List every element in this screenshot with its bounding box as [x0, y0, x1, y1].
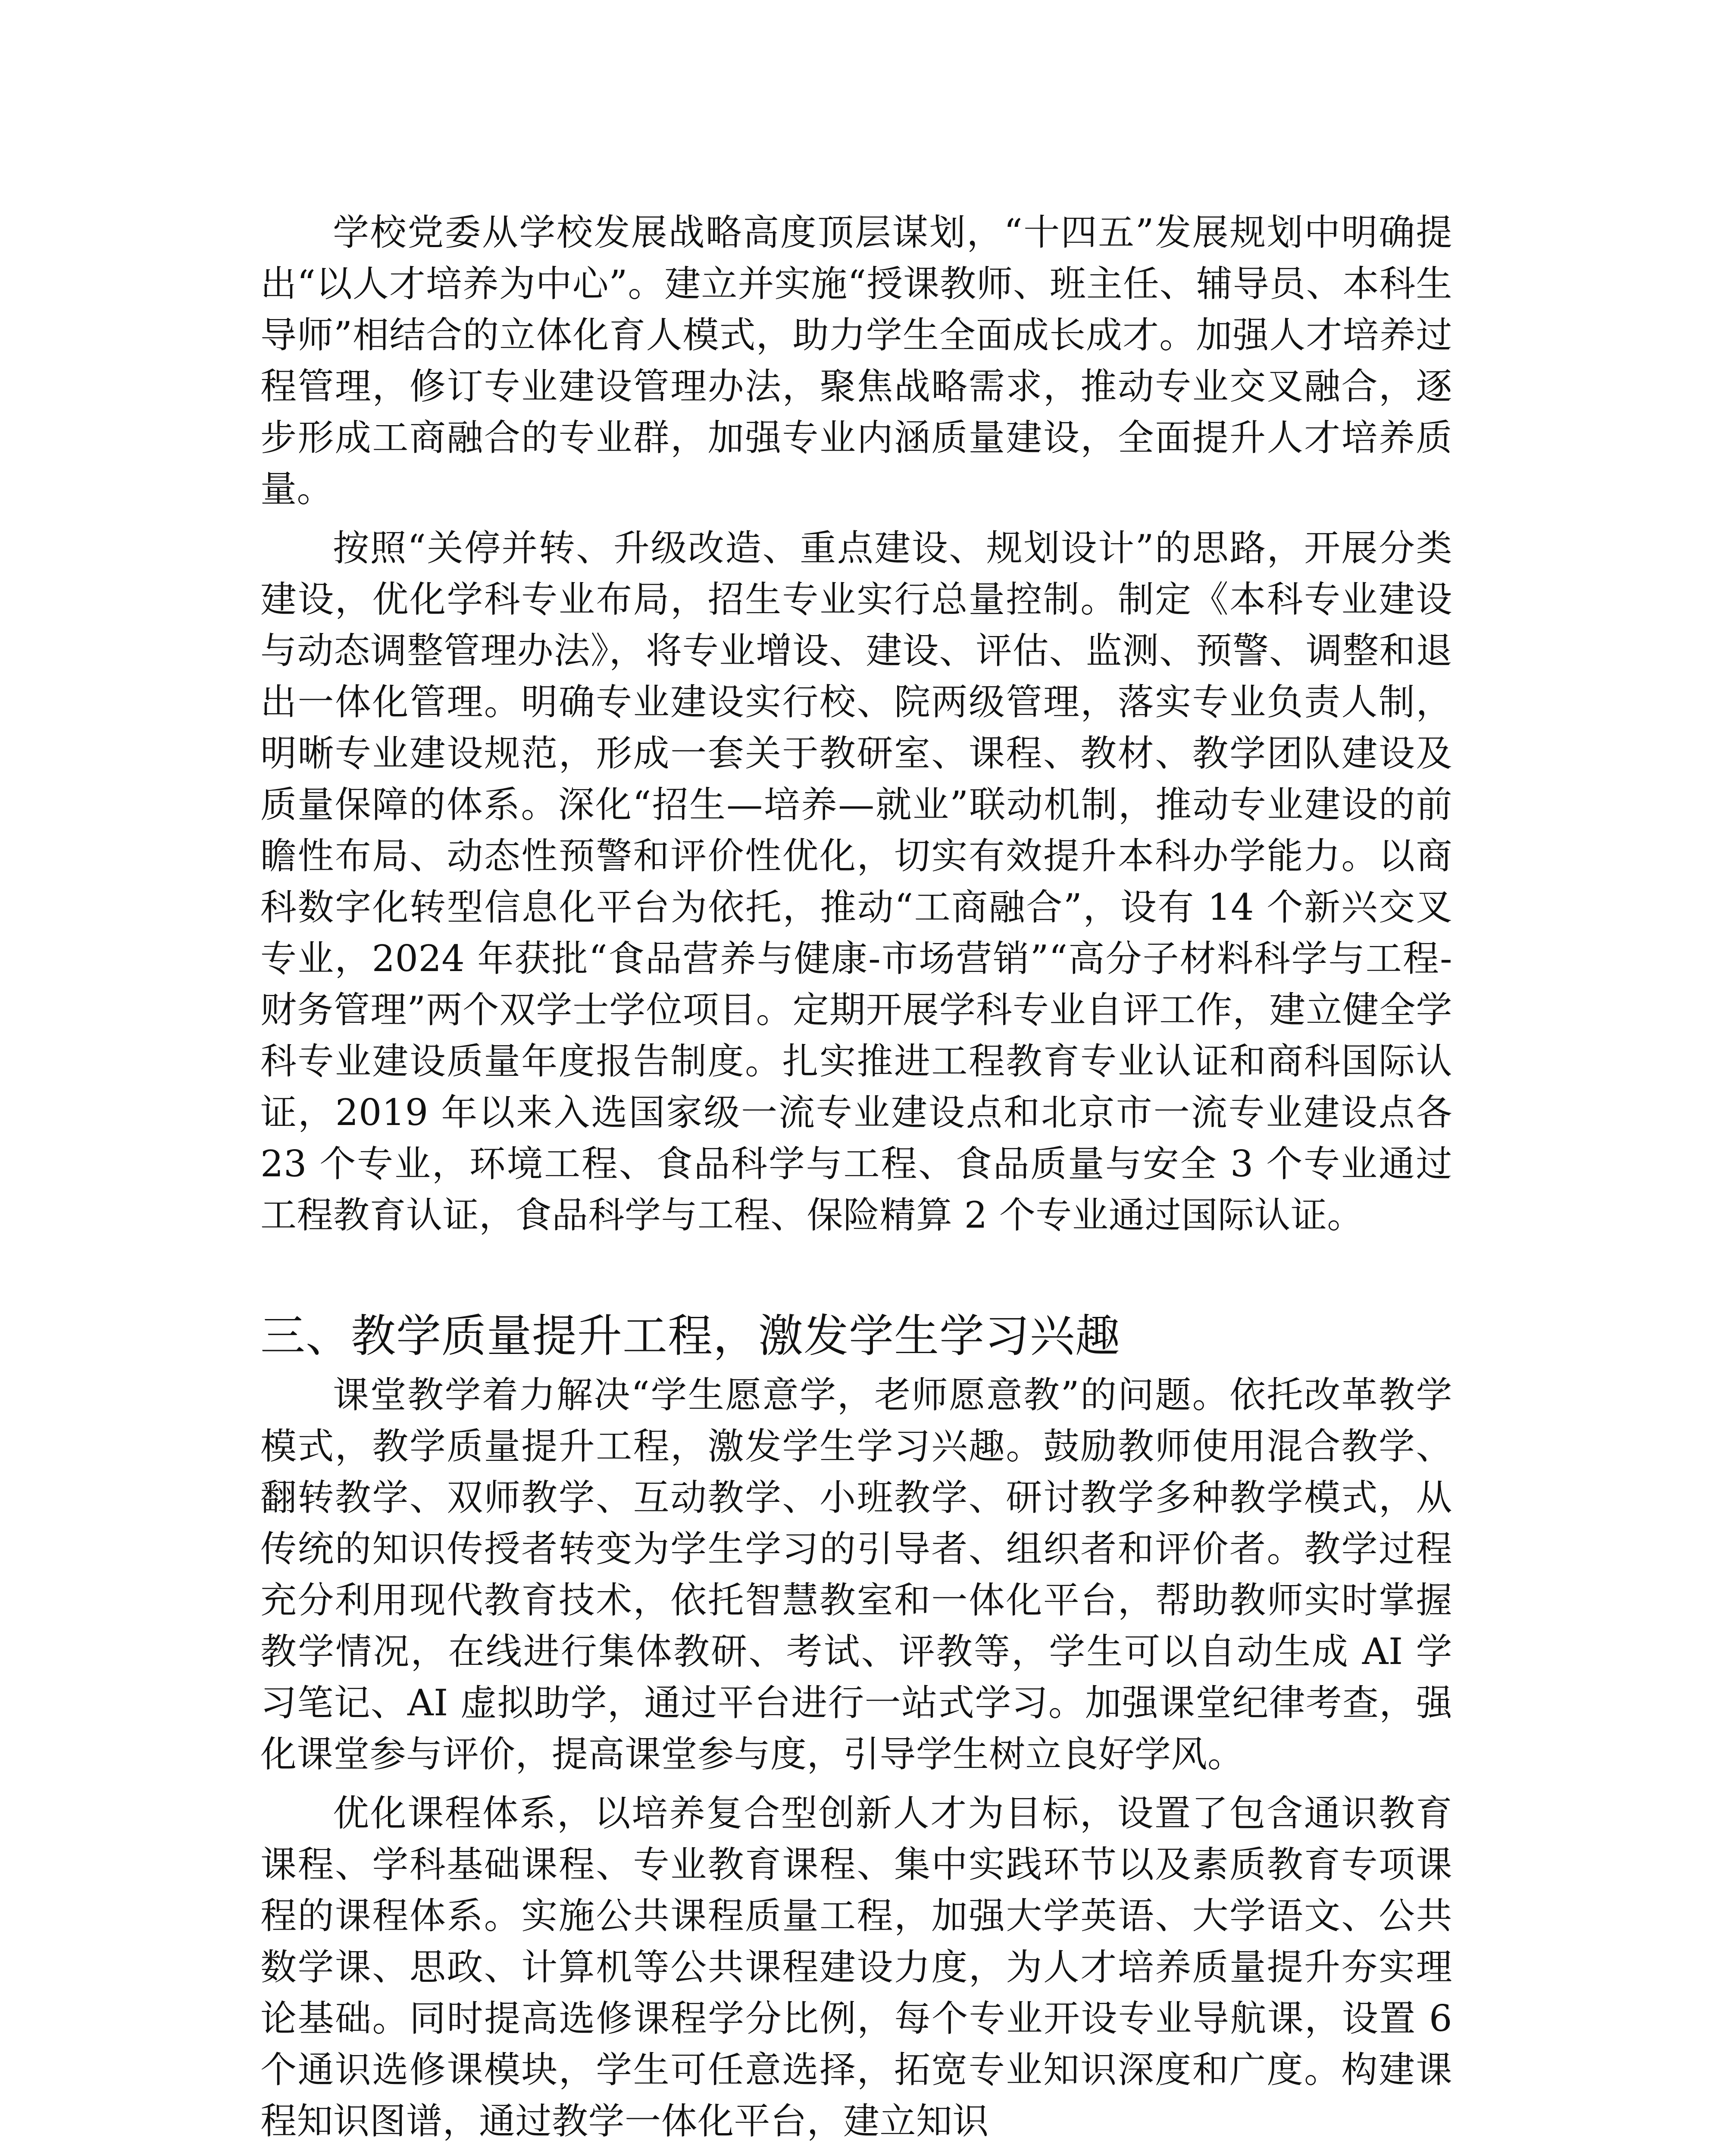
section-heading: 三、教学质量提升工程，激发学生学习兴趣 — [260, 1310, 1121, 1362]
paragraph-talent-cultivation: 学校党委从学校发展战略高度顶层谋划，“十四五”发展规划中明确提出“以人才培养为中心”。建立并实施“授课教师、班主任、辅导员、本科生导师”相结合的立体化育人模式，助力学生全面成长成才。加强人才培养过程管理，修订专业建设管理办法，聚焦战略需求，推动专业交叉融合，逐步形成工商融合的专业群，加强专业内涵质量建设，全面提升人才培养质量。 — [260, 211, 1452, 510]
paragraph-curriculum-system: 优化课程体系，以培养复合型创新人才为目标，设置了包含通识教育课程、学科基础课程、专业教育课程、集中实践环节以及素质教育专项课程的课程体系。实施公共课程质量工程，加强大学英语、大学语文、公共数学课、思政、计算机等公共课程建设力度，为人才培养质量提升夯实理论基础。同时提高选修课程学分比例，每个专业开设专业导航课，设置 6 个通识选修课模块，学生可任意选择，拓宽专业知识深度和广度。构建课程知识图谱，通过教学一体化平台，建立知识 — [260, 1792, 1452, 2142]
paragraph-program-construction: 按照“关停并转、升级改造、重点建设、规划设计”的思路，开展分类建设，优化学科专业布局，招生专业实行总量控制。制定《本科专业建设与动态调整管理办法》，将专业增设、建设、评估、监测、预警、调整和退出一体化管理。明确专业建设实行校、院两级管理，落实专业负责人制，明晰专业建设规范，形成一套关于教研室、课程、教材、教学团队建设及质量保障的体系。深化“招生—培养—就业”联动机制，推动专业建设的前瞻性布局、动态性预警和评价性优化，切实有效提升本科办学能力。以商科数字化转型信息化平台为依托，推动“工商融合”，设有 14 个新兴交叉专业，2024 年获批“食品营养与健康-市场营销”“高分子材料科学与工程-财务管理”两个双学士学位项目。定期开展学科专业自评工作，建立健全学科专业建设质量年度报告制度。扎实推进工程教育专业认证和商科国际认证，2019 年以来入选国家级一流专业建设点和北京市一流专业建设点各 23 个专业，环境工程、食品科学与工程、食品质量与安全 3 个专业通过工程教育认证，食品科学与工程、保险精算 2 个专业通过国际认证。 — [260, 527, 1452, 1236]
paragraph-classroom-teaching: 课堂教学着力解决“学生愿意学，老师愿意教”的问题。依托改革教学模式，教学质量提升工程，激发学生学习兴趣。鼓励教师使用混合教学、翻转教学、双师教学、互动教学、小班教学、研讨教学多种教学模式，从传统的知识传授者转变为学生学习的引导者、组织者和评价者。教学过程充分利用现代教育技术，依托智慧教室和一体化平台，帮助教师实时掌握教学情况，在线进行集体教研、考试、评教等，学生可以自动生成 AI 学习笔记、AI 虚拟助学，通过平台进行一站式学习。加强课堂纪律考查，强化课堂参与评价，提高课堂参与度，引导学生树立良好学风。 — [260, 1374, 1452, 1775]
document-body — [260, 207, 1452, 2147]
